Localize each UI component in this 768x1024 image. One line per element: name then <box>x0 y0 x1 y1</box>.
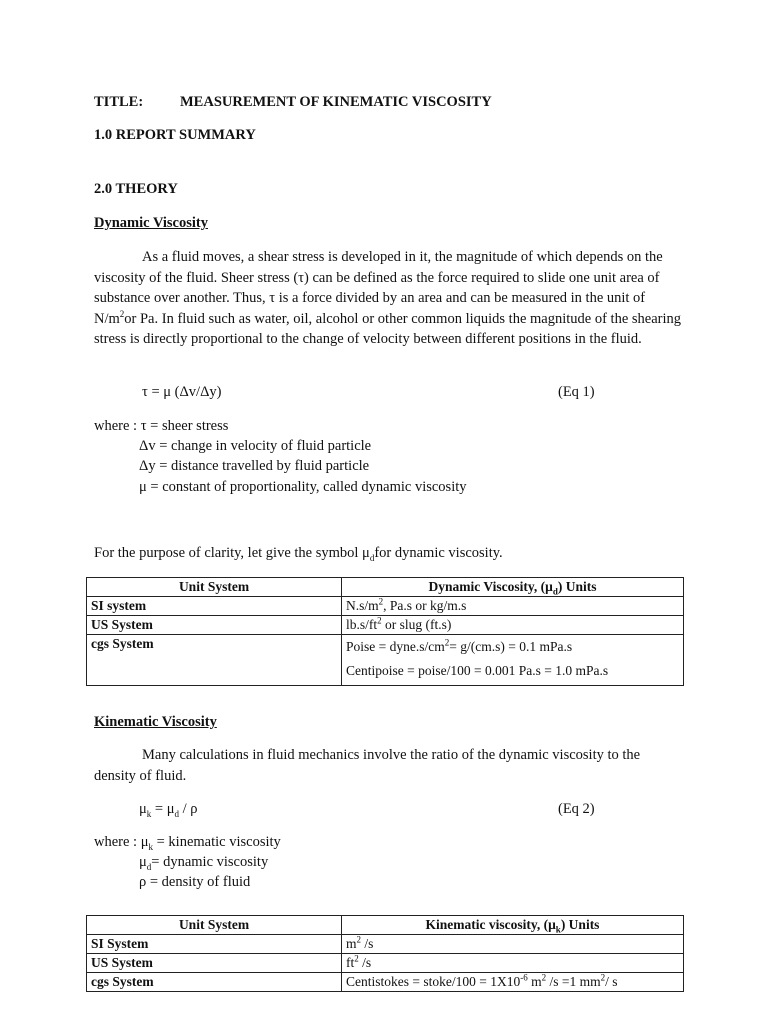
table-row <box>87 954 684 973</box>
table-header: Unit System <box>87 916 342 935</box>
heading-dynamic-viscosity: Dynamic Viscosity <box>94 215 208 231</box>
equation-2: $\mu_k = \mu_d / \rho$ <box>139 801 198 819</box>
equation-2-number: (Eq 2) <box>558 801 595 817</box>
table-row <box>87 597 684 616</box>
table-header: Unit System <box>87 578 342 597</box>
dynamic-paragraph: As a fluid moves, a shear stress is developed in it, the magnitude of which depends on the viscosity of the fluid. Sheer stress (τ) can be defined as the force required to slide one unit area of substance over another. Thus, τ is a force divided by an area and can be measured in the unit of $N/m^2or$ Pa. In fluid such as water, oil, alcohol or other common liquids the magnitude of the shearing stress is directly proportional to the change of velocity between different positions in the fluid. <box>94 249 682 347</box>
table-header-row <box>87 578 684 597</box>
document-title: MEASUREMENT OF KINEMATIC VISCOSITY <box>180 94 492 110</box>
table-row <box>87 635 684 686</box>
kinematic-viscosity-table <box>86 915 684 992</box>
table-row <box>87 616 684 635</box>
table-cell: cgs System <box>87 635 342 686</box>
table-cell: $N.s/m^2$, Pa.s or kg/m.s <box>342 597 684 616</box>
clarity-sentence: For the purpose of clarity, let give the symbol $\mu_dfor$ dynamic viscosity. <box>94 545 503 563</box>
table-cell: Centistokes = stoke/100 = $1X10^{-6}$ $m^2$ /s =1 $mm^2/$ s <box>342 973 684 992</box>
table-row <box>87 935 684 954</box>
table-cell: $m^2$ /s <box>342 935 684 954</box>
table-header: Kinematic viscosity, $(\mu_k)$ Units <box>342 916 684 935</box>
table-cell: cgs System <box>87 973 342 992</box>
where-line: where : $\mu_k$ = kinematic viscosity <box>94 834 281 852</box>
title-label: TITLE: <box>94 94 144 110</box>
where-line: μ = constant of proportionality, called dynamic viscosity <box>139 479 467 495</box>
heading-kinematic-viscosity: Kinematic Viscosity <box>94 714 217 730</box>
where-line: ρ = density of fluid <box>139 874 251 890</box>
table-cell: SI System <box>87 935 342 954</box>
table-header-row <box>87 916 684 935</box>
where-line: $\mu_d=$ dynamic viscosity <box>139 854 269 872</box>
table-cell: SI system <box>87 597 342 616</box>
section-theory: 2.0 THEORY <box>94 181 178 197</box>
table-cell: $lb.s/ft^2$ or slug (ft.s) <box>342 616 684 635</box>
table-cell: US System <box>87 954 342 973</box>
where-line: Δv = change in velocity of fluid particle <box>139 438 372 454</box>
equation-1-number: (Eq 1) <box>558 384 595 400</box>
table-row <box>87 973 684 992</box>
table-cell: US System <box>87 616 342 635</box>
section-report-summary: 1.0 REPORT SUMMARY <box>94 127 256 143</box>
equation-1: τ = μ (Δv/Δy) <box>142 384 222 400</box>
kinematic-paragraph: Many calculations in fluid mechanics involve the ratio of the dynamic viscosity to the density of fluid. <box>94 747 641 784</box>
where-line: where : τ = sheer stress <box>94 418 229 434</box>
table-cell: $ft^2$ /s <box>342 954 684 973</box>
table-header: Dynamic Viscosity, $(\mu_d)$ Units <box>342 578 684 597</box>
where-line: Δy = distance travelled by fluid particle <box>139 458 370 474</box>
table-cell: Poise = $dyne.s/cm^2= g/(cm.s) = 0.1$ mPa.s Centipoise = poise/100 = 0.001 Pa.s = 1.0 mPa.s <box>342 635 684 686</box>
dynamic-viscosity-table <box>86 577 684 686</box>
